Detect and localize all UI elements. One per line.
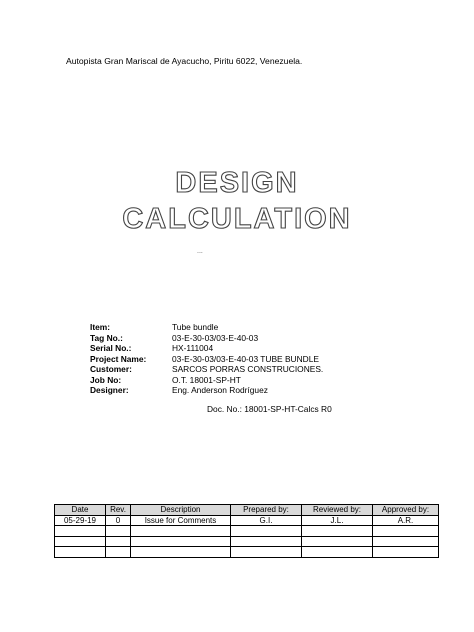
cell-rev (106, 536, 131, 547)
cell-description: Issue for Comments (131, 515, 231, 526)
info-value: 03-E-30-03/03-E-40-03 TUBE BUNDLE (172, 353, 319, 364)
cell-prepared: G.I. (231, 515, 302, 526)
cell-prepared (231, 536, 302, 547)
table-row (55, 515, 439, 526)
company-address: Autopista Gran Mariscal de Ayacucho, Piritu 6022, Venezuela. (66, 56, 303, 66)
cell-prepared (231, 547, 302, 558)
col-header-prepared: Prepared by: (231, 505, 302, 516)
cell-rev (106, 547, 131, 558)
title-design: DESIGN (175, 167, 299, 199)
info-label: Designer: (90, 385, 129, 395)
cell-date (55, 526, 106, 537)
info-value: O.T. 18001-SP-HT (172, 374, 241, 385)
title-dots: ... (197, 248, 203, 255)
cell-reviewed (302, 536, 373, 547)
cell-reviewed (302, 526, 373, 537)
col-header-date: Date (55, 505, 106, 516)
info-row-item (90, 322, 323, 333)
cell-approved (373, 547, 439, 558)
info-value: SARCOS PORRAS CONSTRUCIONES. (172, 364, 324, 374)
info-label: Serial No.: (90, 343, 132, 353)
info-row-designer (90, 385, 323, 396)
info-value: 03-E-30-03/03-E-40-03 (172, 332, 259, 343)
cell-reviewed (302, 547, 373, 558)
document-number: Doc. No.: 18001-SP-HT-Calcs R0 (207, 404, 332, 414)
revision-header-row (55, 505, 439, 516)
cell-date: 05-29-19 (55, 515, 106, 526)
cell-date (55, 547, 106, 558)
info-value: HX-111004 (172, 343, 214, 353)
col-header-rev: Rev. (106, 505, 131, 516)
col-header-approved: Approved by: (373, 505, 439, 516)
info-label: Job No: (90, 374, 122, 385)
info-label: Tag No.: (90, 332, 123, 343)
cell-approved: A.R. (373, 515, 439, 526)
table-row (55, 536, 439, 547)
info-row-tag (90, 333, 323, 344)
col-header-reviewed: Reviewed by: (302, 505, 373, 516)
cell-date (55, 536, 106, 547)
cell-prepared (231, 526, 302, 537)
cell-description (131, 526, 231, 537)
table-row (55, 526, 439, 537)
title-calculation: CALCULATION (122, 203, 352, 235)
col-header-description: Description (131, 505, 231, 516)
revision-table (54, 504, 439, 558)
table-row (55, 547, 439, 558)
info-row-job (90, 375, 323, 386)
cell-rev: 0 (106, 515, 131, 526)
info-label: Project Name: (90, 353, 147, 364)
info-value: Tube bundle (172, 322, 219, 332)
info-row-serial (90, 343, 323, 354)
info-label: Item: (90, 322, 111, 332)
cell-approved (373, 526, 439, 537)
info-value: Eng. Anderson Rodríguez (172, 385, 268, 395)
info-row-project (90, 354, 323, 365)
cell-approved (373, 536, 439, 547)
cell-description (131, 547, 231, 558)
cell-description (131, 536, 231, 547)
info-label: Customer: (90, 364, 132, 374)
info-row-customer (90, 364, 323, 375)
project-info-table (90, 322, 323, 396)
cell-reviewed: J.L. (302, 515, 373, 526)
cell-rev (106, 526, 131, 537)
